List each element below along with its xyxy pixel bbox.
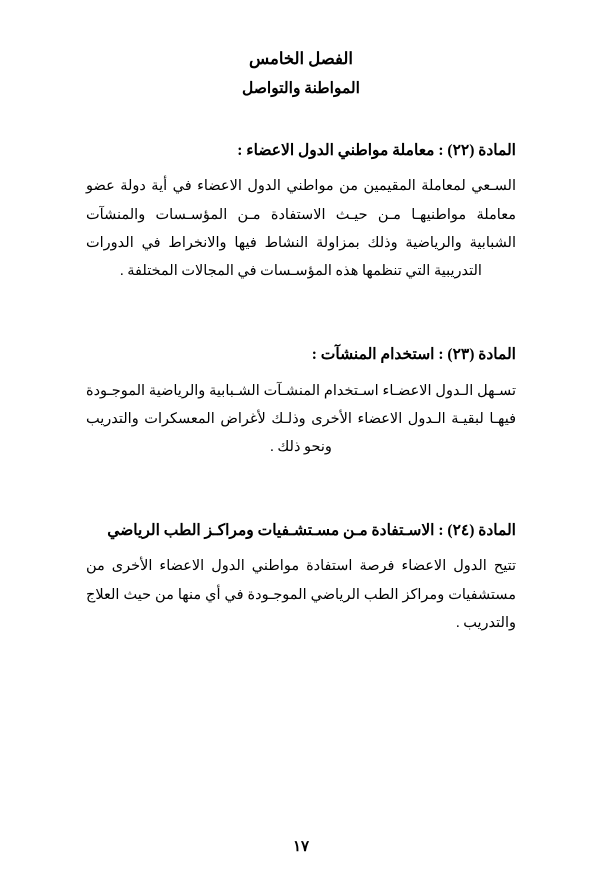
section-spacer [86, 491, 516, 517]
article-22-body: السـعي لمعاملة المقيمين من مواطني الدول الاعضاء في أية دولة عضو معاملة مواطنيهـا مـن حيـث الاستفادة مـن المؤسـسات والمنشآت الشبابية والرياضية وذلك بمزاولة النشاط فيها والانخراط في الدورات التدريبية التي تنظمها هذه المؤسـسات في المجالات المختلفة . [86, 178, 516, 280]
article-22 [86, 137, 516, 285]
article-24 [86, 517, 516, 637]
article-24-body: تتيح الدول الاعضاء فرصة استفادة مواطني الدول الاعضاء الأخرى من مستشفيات ومراكز الطب الرياضي الموجـودة في أي منها من حيث العلاج والتدريب . [86, 558, 516, 631]
article-24-title: المادة (٢٤) : الاسـتفادة مـن مسـتشـفيات ومراكـز الطب الرياضي [107, 522, 516, 540]
article-23 [86, 341, 516, 461]
page-number: ١٧ [292, 839, 310, 855]
section-spacer [86, 315, 516, 341]
chapter-subtitle: المواطنة والتواصل [242, 79, 360, 97]
article-22-title: المادة (٢٢) : معاملة مواطني الدول الاعضاء : [237, 142, 516, 160]
chapter-title: الفصل الخامس [248, 49, 354, 68]
article-23-body: تسـهل الـدول الاعضـاء اسـتخدام المنشـآت الشـبابية والرياضية الموجـودة فيهـا لبقيـة الـدول الاعضاء الأخرى وذلـك لأغراض المعسكرات والتدريب ونحو ذلك . [86, 382, 516, 456]
article-23-title: المادة (٢٣) : استخدام المنشآت : [311, 346, 516, 364]
